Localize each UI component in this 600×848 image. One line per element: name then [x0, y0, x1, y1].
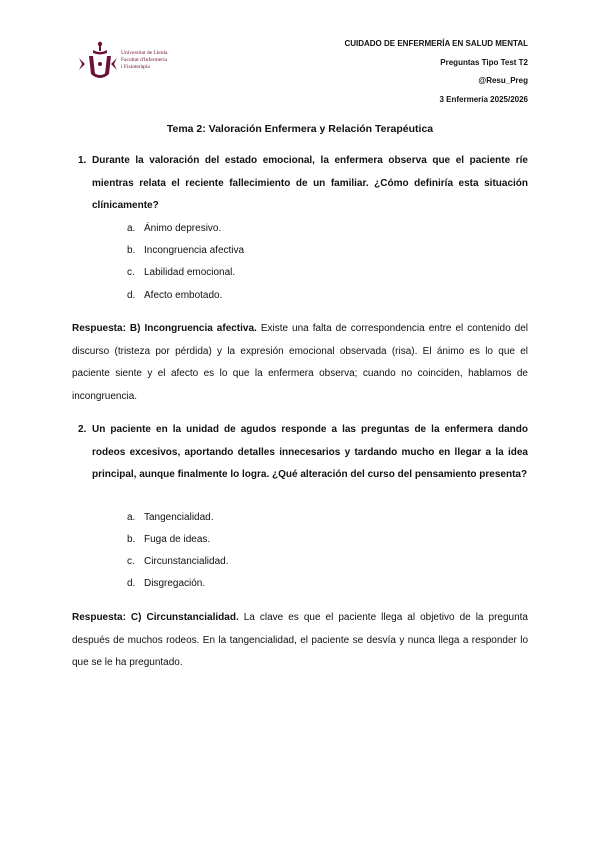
question-number: 1. [78, 155, 87, 166]
question-text: Durante la valoración del estado emocional, la enfermera observa que el paciente ríe mientras relata el reciente fallecimiento de un familiar. ¿Cómo definiría esta situación clínicamente? [92, 155, 528, 211]
answer-text: La clave es que el paciente llega al objetivo de la pregunta después de muchos rodeos. En la tangencialidad, el paciente se desvía y nunca llega a responder lo que se le ha preguntado. [72, 612, 528, 668]
test-subtitle: Preguntas Tipo Test T2 [440, 58, 528, 67]
option-1c: c. Labilidad emocional. [127, 267, 236, 278]
answer-1 [72, 318, 528, 408]
option-2b: b. Fuga de ideas. [127, 534, 211, 545]
answer-label: Respuesta: B) Incongruencia afectiva. [72, 323, 257, 334]
option-2c: c. Circunstancialidad. [127, 556, 229, 567]
question-text: Un paciente en la unidad de agudos responde a las preguntas de la enfermera dando rodeos excesivos, aportando detalles innecesarios y tardando mucho en llegar a la idea principal, aunque finalmente lo logra. ¿Qué alteración del curso del pensamiento presenta? [92, 424, 528, 480]
option-2d: d. Disgregación. [127, 578, 206, 589]
question-1 [78, 150, 528, 218]
university-logo [76, 40, 186, 82]
university-crest-icon [76, 40, 120, 82]
question-number: 2. [78, 424, 87, 435]
option-1b: b. Incongruencia afectiva [127, 245, 245, 256]
option-1d: d. Afecto embotado. [127, 290, 223, 301]
answer-text: Existe una falta de correspondencia entre el contenido del discurso (tristeza por pérdida) y la expresión emocional observada (risa). El ánimo es lo que el paciente siente y el afecto es lo que la enfermera observa; cuando no coinciden, hablamos de incongruencia. [72, 323, 528, 402]
course-title: CUIDADO DE ENFERMERÍA EN SALUD MENTAL [344, 39, 528, 48]
answer-label: Respuesta: C) Circunstancialidad. [72, 612, 239, 623]
logo-text: Universitat de Lleida Facultat d'Infermeria i Fisioteràpia [121, 50, 168, 70]
option-2a: a. Tangencialidad. [127, 512, 214, 523]
question-2 [78, 419, 528, 487]
answer-2 [72, 607, 528, 675]
author-handle: @Resu_Preg [478, 76, 528, 85]
page-title: Tema 2: Valoración Enfermera y Relación Terapéutica [166, 123, 434, 135]
option-1a: a. Ánimo depresivo. [127, 223, 222, 234]
course-year: 3 Enfermería 2025/2026 [439, 95, 528, 104]
